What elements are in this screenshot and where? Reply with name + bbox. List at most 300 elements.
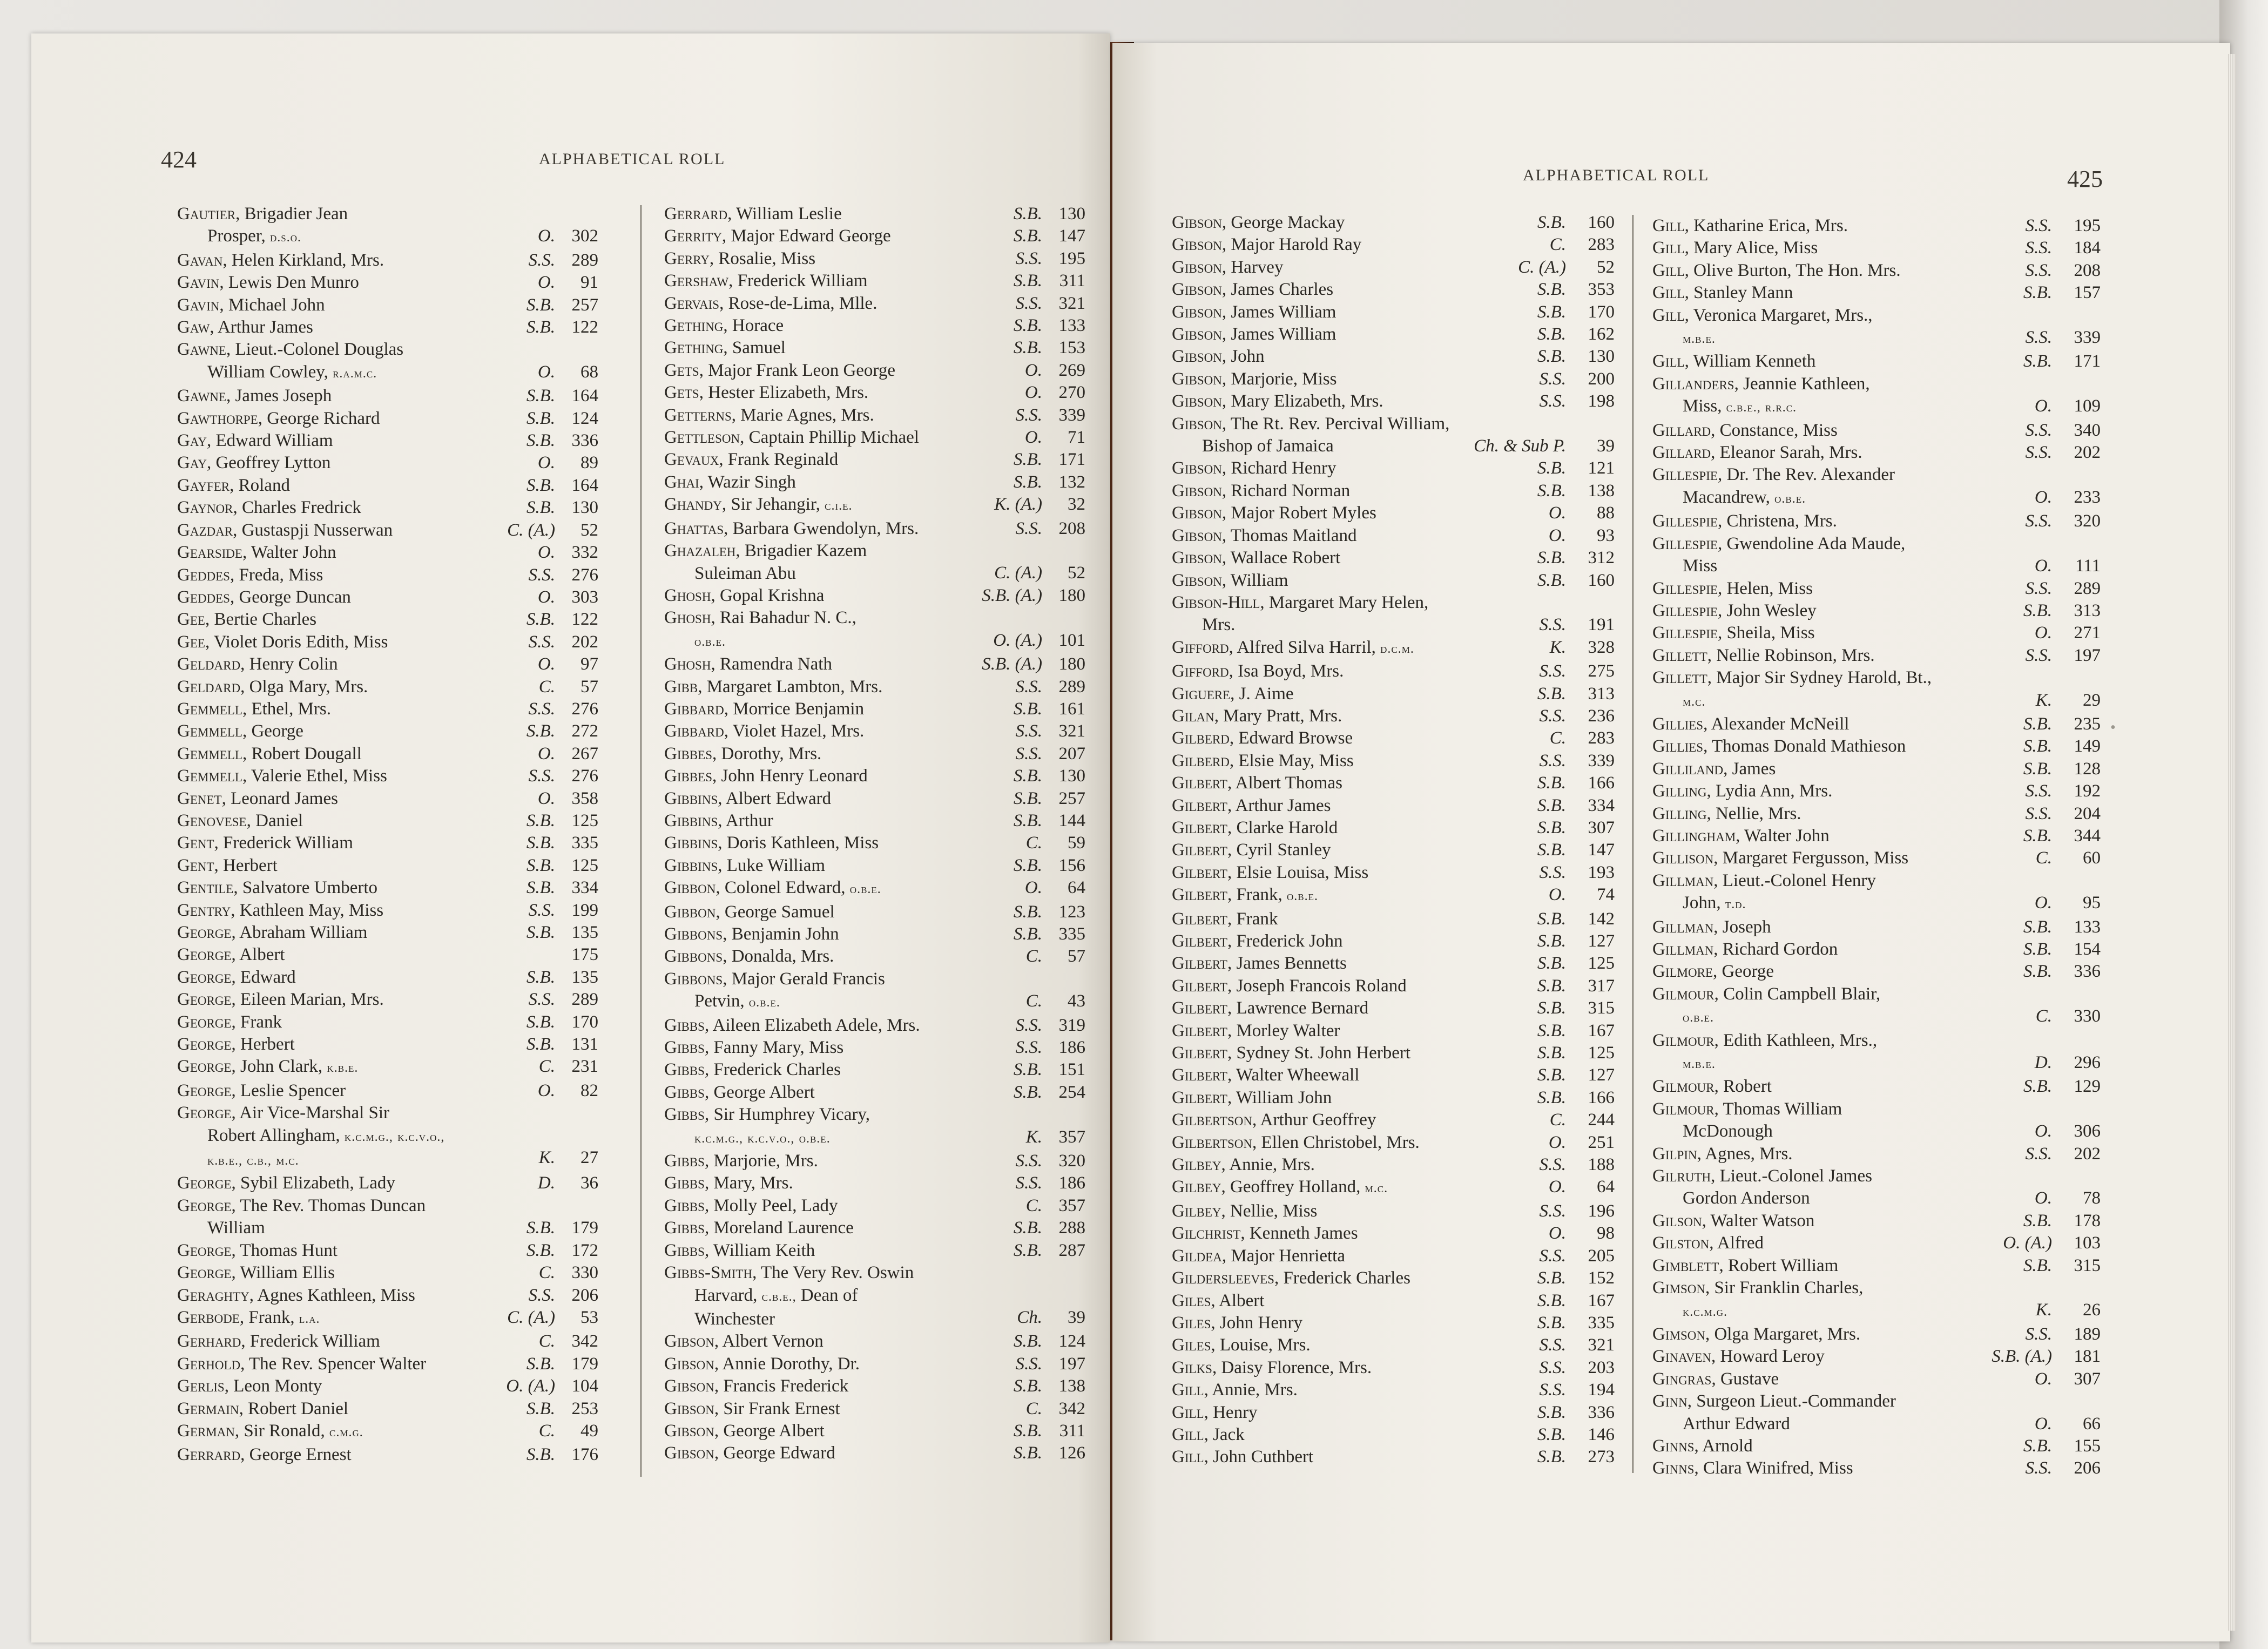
index-entry — [1652, 1346, 2101, 1368]
entry-name — [1172, 323, 1336, 346]
index-entry — [177, 765, 598, 787]
entry-surname: Gillespie — [1652, 465, 1718, 485]
entry-surname: Gilbert — [1172, 909, 1227, 929]
entry-surname: Gevaux — [664, 450, 719, 470]
entry-category: O. — [2034, 1369, 2052, 1389]
entry-line: George, Leslie Spencer — [177, 1080, 346, 1100]
entry-page-number: 64 — [1068, 878, 1085, 898]
entry-surname: Gill — [1652, 216, 1685, 235]
entry-line: Gibbs, Moreland Laurence — [664, 1218, 854, 1238]
entry-category: S.B. — [526, 498, 555, 518]
entry-category: S.S. — [2025, 511, 2052, 531]
entry-name — [1172, 997, 1368, 1019]
index-entry — [664, 337, 1085, 359]
entry-line: Gibson, George Mackay — [1172, 213, 1345, 232]
entry-surname: Gerbode — [177, 1307, 240, 1327]
entry-category: S.B. — [1013, 699, 1042, 719]
entry-line: Prosper, d.s.o. — [207, 226, 302, 246]
entry-name — [664, 427, 919, 449]
entry-name — [177, 1033, 295, 1056]
entry-category: C. — [1025, 991, 1042, 1011]
entry-name — [664, 248, 815, 270]
entry-page-number: 130 — [571, 498, 598, 518]
entry-name — [664, 203, 842, 225]
entry-name — [177, 989, 384, 1011]
index-entry — [177, 452, 598, 474]
entry-name — [1652, 961, 1774, 983]
entry-category: S.B. — [1013, 902, 1042, 922]
entry-page-number: 357 — [1058, 1195, 1085, 1215]
entry-surname: Gillespie — [1652, 600, 1718, 620]
index-entry — [177, 1240, 598, 1262]
entry-page-number: 206 — [571, 1285, 598, 1305]
entry-page-number: 302 — [571, 226, 598, 246]
entry-line: Geldard, Henry Colin — [177, 654, 338, 674]
entry-surname: Gibson — [1172, 391, 1222, 411]
entry-surname: Gilbert — [1172, 817, 1227, 837]
entry-surname: Gentile — [177, 878, 234, 898]
index-entry — [1652, 1368, 2101, 1390]
entry-line: Getterns, Marie Agnes, Mrs. — [664, 405, 874, 425]
index-entry — [1652, 667, 2101, 713]
index-entry — [1652, 260, 2101, 282]
index-entry — [177, 900, 598, 922]
entry-surname: Gibbes — [664, 766, 713, 786]
entry-category: C. — [1025, 833, 1042, 853]
entry-page-number: 57 — [1068, 947, 1085, 967]
entry-category: S.B. — [1013, 271, 1042, 291]
entry-surname: George — [177, 1240, 232, 1260]
entry-name — [1652, 237, 1818, 259]
entry-line: Gibson, Marjorie, Miss — [1172, 369, 1337, 389]
entry-name — [1652, 215, 1848, 237]
entry-category: S.B. — [1537, 909, 1566, 929]
index-entry — [1652, 1323, 2101, 1346]
entry-line: Gilmour, Thomas William — [1652, 1099, 1842, 1119]
entry-name — [1172, 705, 1342, 727]
entry-name — [664, 1330, 824, 1353]
entry-name — [1652, 1076, 1772, 1098]
entry-surname: Gill — [1172, 1402, 1204, 1422]
entry-name — [177, 475, 290, 497]
entry-name — [1652, 442, 1862, 464]
entry-category: S.B. — [1537, 1021, 1566, 1040]
entry-page-number: 29 — [2083, 690, 2101, 710]
index-entry — [1652, 305, 2101, 351]
entry-line: Gawne, James Joseph — [177, 386, 332, 406]
entry-surname: Gaw — [177, 317, 210, 337]
entry-page-number: 103 — [2074, 1233, 2101, 1253]
entry-line: Gilbert, Albert Thomas — [1172, 773, 1342, 793]
entry-name — [664, 293, 877, 315]
entry-page-number: 123 — [1058, 902, 1085, 922]
entry-surname: Gibson — [1172, 235, 1222, 255]
index-entry — [177, 1330, 598, 1353]
entry-page-number: 312 — [1588, 548, 1615, 568]
entry-line: Gimson, Sir Franklin Charles, — [1652, 1278, 1864, 1298]
entry-name — [664, 1262, 914, 1330]
entry-page-number: 68 — [580, 362, 598, 382]
entry-page-number: 335 — [1058, 924, 1085, 944]
column-rule-right — [1632, 215, 1634, 1473]
entry-line: Giles, Louise, Mrs. — [1172, 1335, 1311, 1355]
index-entry — [1652, 350, 2101, 373]
entry-surname: Gilbert — [1172, 954, 1227, 974]
entry-surname: Gildea — [1172, 1246, 1222, 1266]
index-entry — [664, 248, 1085, 270]
entry-surname: Gibb — [664, 677, 698, 697]
entry-name — [177, 294, 325, 316]
index-entry — [664, 743, 1085, 765]
index-entry — [664, 1398, 1085, 1420]
entry-name — [177, 743, 362, 765]
entry-page-number: 253 — [571, 1398, 598, 1418]
entry-honorific: r.a.m.c. — [333, 366, 377, 381]
entry-surname: Gavin — [177, 295, 220, 315]
entry-line: Gillard, Eleanor Sarah, Mrs. — [1652, 443, 1862, 463]
index-entry — [1172, 1087, 1615, 1109]
index-entry — [177, 339, 598, 385]
entry-line: McDonough — [1683, 1121, 1773, 1141]
entry-category: S.S. — [1015, 677, 1042, 697]
entry-honorific: o.b.e. — [1286, 889, 1318, 904]
entry-category: S.B. — [1013, 1060, 1042, 1080]
entry-surname: Ghattas — [664, 518, 724, 538]
entry-surname: Gawthorpe — [177, 408, 258, 428]
entry-surname: Gibson — [664, 1421, 714, 1441]
entry-category: O. — [2034, 623, 2052, 643]
entry-name — [664, 1015, 920, 1037]
entry-line: Gilbertson, Arthur Geoffrey — [1172, 1110, 1376, 1130]
entry-page-number: 160 — [1588, 570, 1615, 590]
entry-surname: Gilliland — [1652, 759, 1724, 779]
index-entry — [1652, 847, 2101, 869]
entry-name — [1172, 1334, 1311, 1356]
entry-category: S.S. — [528, 900, 555, 920]
entry-surname: Gearside — [177, 543, 242, 563]
entry-page-number: 289 — [2074, 578, 2101, 598]
entry-honorific: d.c.m. — [1380, 641, 1414, 656]
entry-line: George, Frank — [177, 1012, 282, 1032]
entry-surname: Gilbey — [1172, 1155, 1221, 1175]
entry-page-number: 269 — [1058, 360, 1085, 380]
entry-page-number: 328 — [1588, 637, 1615, 657]
entry-line: Gibson, Major Robert Myles — [1172, 503, 1376, 523]
entry-surname: George — [177, 1035, 232, 1055]
entry-name — [1172, 637, 1414, 660]
entry-name — [664, 540, 867, 585]
entry-page-number: 208 — [1058, 518, 1085, 538]
entry-page-number: 91 — [580, 273, 598, 293]
entry-category: S.S. — [2025, 781, 2052, 801]
entry-line: Gets, Hester Elizabeth, Mrs. — [664, 383, 869, 403]
entry-page-number: 344 — [2074, 826, 2101, 846]
entry-name — [1652, 645, 1875, 667]
entry-line: Gilling, Lydia Ann, Mrs. — [1652, 781, 1833, 801]
entry-line: Gibbs, George Albert — [664, 1082, 815, 1102]
entry-surname: Gilbert — [1172, 1043, 1227, 1063]
entry-page-number: 321 — [1588, 1335, 1615, 1355]
entry-name — [664, 360, 895, 382]
entry-surname: Gets — [664, 383, 699, 403]
entry-surname: Gent — [177, 833, 214, 853]
index-entry — [664, 945, 1085, 968]
entry-surname: Gibbons — [664, 947, 723, 967]
index-entry — [1172, 1064, 1615, 1086]
entry-name — [177, 203, 348, 249]
entry-surname: Gilberd — [1172, 751, 1230, 771]
entry-page-number: 311 — [1059, 271, 1085, 291]
entry-page-number: 147 — [1588, 840, 1615, 860]
index-entry — [177, 1444, 598, 1466]
entry-line: Gilbert, Lawrence Bernard — [1172, 998, 1369, 1018]
entry-category: S.S. — [2025, 260, 2052, 280]
entry-name — [1652, 282, 1793, 304]
entry-category: O. — [1548, 525, 1566, 545]
entry-surname: Gawne — [177, 386, 226, 406]
entry-name — [1652, 1255, 1838, 1277]
entry-surname: Genet — [177, 788, 222, 808]
entry-name — [664, 832, 879, 854]
entry-line: Gildea, Major Henrietta — [1172, 1246, 1345, 1266]
entry-name — [1172, 279, 1333, 301]
entry-page-number: 129 — [2074, 1077, 2101, 1097]
entry-name — [177, 519, 393, 542]
entry-line: John, t.d. — [1683, 893, 1746, 913]
entry-surname: George — [177, 1080, 232, 1100]
entry-line: Gimson, Olga Margaret, Mrs. — [1652, 1324, 1861, 1344]
entry-line: Suleiman Abu — [694, 563, 796, 583]
index-entry — [177, 1056, 598, 1079]
index-entry — [177, 272, 598, 294]
entry-page-number: 138 — [1588, 481, 1615, 501]
index-entry — [664, 270, 1085, 292]
entry-surname: Gerrard — [177, 1445, 241, 1465]
entry-surname: Gething — [664, 316, 724, 336]
entry-line: Gillison, Margaret Fergusson, Miss — [1652, 848, 1909, 868]
entry-page-number: 311 — [1059, 1421, 1085, 1441]
entry-line: Gibbs, Molly Peel, Lady — [664, 1195, 838, 1215]
entry-name — [177, 1375, 322, 1397]
entry-category: S.S. — [1015, 405, 1042, 425]
entry-surname: Gilbert — [1172, 773, 1227, 793]
index-entry — [664, 1240, 1085, 1262]
entry-page-number: 257 — [1058, 788, 1085, 808]
entry-category: Ch. — [1017, 1307, 1042, 1327]
entry-name — [1172, 1312, 1302, 1334]
entry-surname: Ginn — [1652, 1391, 1688, 1411]
entry-line: Gillman, Lieut.-Colonel Henry — [1652, 870, 1876, 890]
entry-line: Gillespie, Helen, Miss — [1652, 578, 1813, 598]
entry-category: S.B. (A.) — [982, 654, 1042, 674]
index-entry — [1172, 1312, 1615, 1334]
index-entry — [1652, 983, 2101, 1030]
entry-page-number: 59 — [1068, 833, 1085, 853]
entry-category: S.B. — [526, 317, 555, 337]
entry-surname: Gibbs — [664, 1038, 705, 1058]
entry-name — [664, 1104, 870, 1150]
entry-page-number: 130 — [1058, 204, 1085, 224]
entry-page-number: 36 — [580, 1173, 598, 1193]
index-entry — [1172, 279, 1615, 301]
index-entry — [664, 1172, 1085, 1194]
entry-line: George, William Ellis — [177, 1263, 335, 1283]
entry-name — [1652, 1165, 1872, 1210]
entry-name — [1652, 938, 1838, 961]
entry-category: O. — [1548, 1177, 1566, 1197]
index-entry — [177, 1307, 598, 1330]
entry-honorific: k.b.e. — [327, 1061, 359, 1076]
index-entry — [177, 788, 598, 810]
entry-line: Gibson, James Charles — [1172, 280, 1334, 300]
entry-honorific: m.b.e. — [1683, 1057, 1716, 1072]
entry-name — [177, 1080, 346, 1102]
entry-surname: Gemmell — [177, 744, 242, 763]
entry-page-number: 195 — [2074, 216, 2101, 235]
entry-surname: Gibson — [1172, 347, 1222, 367]
entry-category: C. — [538, 677, 555, 697]
entry-category: S.B. — [526, 833, 555, 853]
index-entry — [1652, 825, 2101, 847]
index-entry — [177, 922, 598, 944]
entry-line: Geddes, Freda, Miss — [177, 565, 323, 585]
entry-surname: Gimson — [1652, 1324, 1705, 1344]
entry-line: Bishop of Jamaica — [1202, 436, 1334, 456]
entry-page-number: 179 — [571, 1218, 598, 1238]
entry-name — [1172, 884, 1318, 908]
entry-category: S.B. — [1013, 450, 1042, 470]
entry-page-number: 71 — [1068, 428, 1085, 448]
entry-category: S.B. — [1537, 570, 1566, 590]
entry-name — [1172, 839, 1331, 861]
entry-surname: Gillard — [1652, 443, 1711, 463]
entry-category: S.B. — [526, 386, 555, 406]
entry-surname: Gibbs — [664, 1195, 705, 1215]
index-entry — [664, 877, 1085, 901]
entry-line: Gibb, Margaret Lambton, Mrs. — [664, 677, 883, 697]
entry-line: Gautier, Brigadier Jean — [177, 204, 348, 224]
entry-name — [664, 1217, 854, 1239]
entry-name — [177, 1353, 426, 1375]
entry-name — [1172, 862, 1368, 884]
index-entry — [177, 832, 598, 854]
entry-line: Ghattas, Barbara Gwendolyn, Mrs. — [664, 518, 919, 538]
entry-line: Gillett, Nellie Robinson, Mrs. — [1652, 645, 1875, 665]
entry-page-number: 52 — [1597, 257, 1615, 277]
entry-line: Harvard, c.b.e., Dean of — [694, 1285, 858, 1305]
entry-page-number: 244 — [1588, 1110, 1615, 1130]
entry-line: Gill, Mary Alice, Miss — [1652, 238, 1818, 258]
index-entry — [1652, 215, 2101, 237]
entry-line: Gibbs, Fanny Mary, Miss — [664, 1038, 844, 1058]
entry-page-number: 133 — [1058, 316, 1085, 336]
index-entry — [1172, 1222, 1615, 1245]
entry-name — [664, 810, 773, 832]
entry-category: S.B. — [2023, 600, 2052, 620]
entry-name — [177, 497, 361, 519]
entry-page-number: 142 — [1588, 909, 1615, 929]
entry-line: William Cowley, r.a.m.c. — [207, 362, 377, 382]
entry-surname: Gifford — [1172, 661, 1229, 681]
index-entry — [177, 1353, 598, 1375]
entry-line: Gibson, Richard Norman — [1172, 481, 1351, 501]
entry-category: O. — [1024, 360, 1042, 380]
index-entry — [177, 1420, 598, 1444]
entry-line: Germain, Robert Daniel — [177, 1398, 349, 1418]
entry-page-number: 175 — [571, 945, 598, 965]
entry-surname: Gilmour — [1652, 1030, 1714, 1050]
index-entry — [1652, 1255, 2101, 1277]
entry-name — [1652, 600, 1817, 622]
entry-line: Gibbs, Frederick Charles — [664, 1060, 841, 1080]
right-column-1 — [1172, 212, 1615, 1469]
entry-line: Gifford, Isa Boyd, Mrs. — [1172, 661, 1344, 681]
entry-name — [1172, 1290, 1264, 1312]
entry-page-number: 202 — [2074, 1144, 2101, 1164]
index-entry — [1172, 547, 1615, 569]
entry-line: Gibson, Francis Frederick — [664, 1376, 849, 1396]
entry-line: Gay, Edward William — [177, 431, 333, 451]
entry-name — [664, 743, 821, 765]
entry-category: S.S. — [528, 632, 555, 652]
entry-name — [1172, 390, 1383, 413]
index-entry — [177, 1102, 598, 1172]
entry-name — [177, 1444, 352, 1466]
entry-surname: Gaynor — [177, 498, 233, 518]
entry-honorific: o.b.e. — [849, 882, 881, 897]
entry-category: C. — [1549, 728, 1566, 748]
entry-category: S.S. — [1539, 1201, 1566, 1221]
entry-line: Gilson, Walter Watson — [1652, 1211, 1815, 1231]
entry-name — [1652, 735, 1906, 758]
entry-name — [664, 270, 868, 292]
entry-surname: Ginns — [1652, 1436, 1695, 1456]
entry-category: O. — [537, 788, 555, 808]
entry-category: O. — [537, 744, 555, 763]
entry-line: Gentile, Salvatore Umberto — [177, 878, 377, 898]
entry-category: S.B. — [2023, 962, 2052, 982]
index-entry — [1172, 457, 1615, 479]
entry-name — [1172, 301, 1336, 323]
entry-line: Gemmell, Robert Dougall — [177, 744, 362, 763]
entry-category: S.S. — [1539, 615, 1566, 635]
entry-line: Gilbert, Frank — [1172, 909, 1278, 929]
entry-surname: Gilbert — [1172, 1087, 1227, 1107]
entry-line: Gilmour, Edith Kathleen, Mrs., — [1652, 1030, 1878, 1050]
entry-category: O. — [2034, 396, 2052, 416]
entry-line: Gibbes, John Henry Leonard — [664, 766, 868, 786]
entry-category: S.S. — [1015, 293, 1042, 313]
index-entry — [1172, 234, 1615, 256]
entry-line: Gilmore, George — [1652, 962, 1774, 982]
index-entry — [664, 1037, 1085, 1059]
entry-name — [664, 225, 891, 247]
page-number-left: 424 — [161, 146, 197, 173]
entry-name — [1172, 1424, 1245, 1446]
entry-page-number: 133 — [2074, 917, 2101, 937]
entry-surname: Gibbins — [664, 788, 718, 808]
entry-line: Gillies, Alexander McNeill — [1652, 714, 1850, 734]
entry-line: Gay, Geoffrey Lytton — [177, 453, 331, 473]
entry-honorific: k.c.v.o., — [747, 1131, 795, 1146]
entry-category: S.S. — [2025, 328, 2052, 348]
entry-category: S.B. (A.) — [1992, 1347, 2052, 1367]
entry-surname: Ghai — [664, 472, 699, 492]
index-entry — [1172, 997, 1615, 1019]
entry-surname: Genovese — [177, 810, 247, 830]
entry-page-number: 179 — [571, 1354, 598, 1374]
entry-surname: Gillies — [1652, 736, 1704, 756]
